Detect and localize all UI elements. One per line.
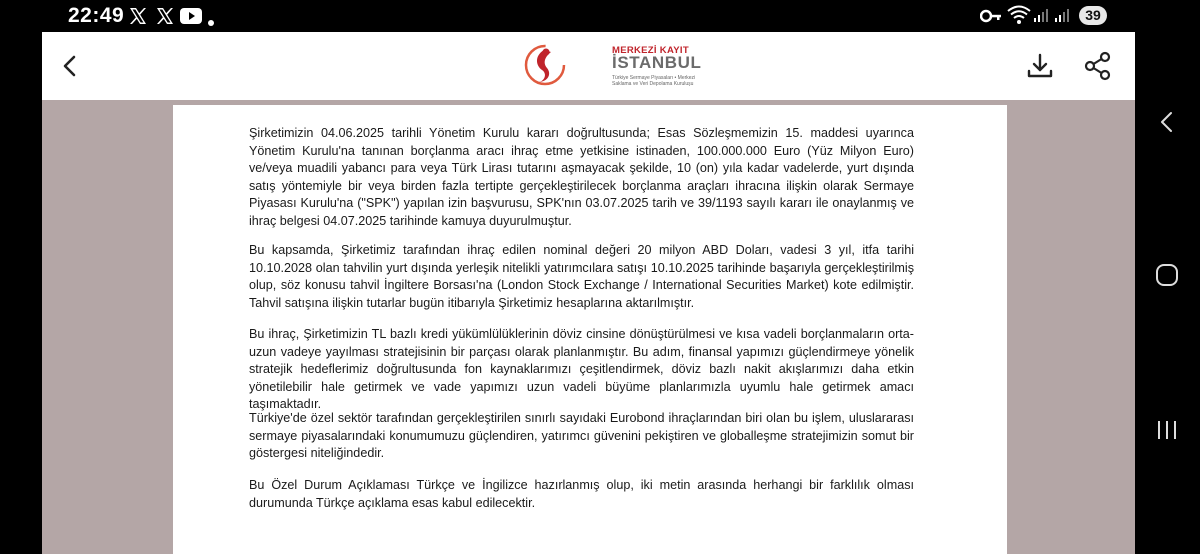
document-paragraph-1: Şirketimizin 04.06.2025 tarihli Yönetim Kurulu kararı doğrultusunda; Esas Sözleşmemizin 15. maddesi uyarınca Yönetim Kurulu'na tanınan borçlanma aracı ihraç etme yetkisine istinaden, 100.000.000 Euro (Yüz Milyon Euro) ve/veya muadili yabancı para veya Türk Lirası tutarını aşmayacak şekilde, 10 (on) yıla kadar vadelerde, yurt dışında satış yöntemiyle bir veya birden fazla tertipte gerçekleştirilecek borçlanma araçları ihracına ilişkin olarak Sermaye Piyasası Kurulu'na ("SPK") yapılan izin başvurusu, SPK'nın 03.07.2025 tarih ve 39/1193 sayılı kararı ile onaylanmış ve ihraç belgesi 04.07.2025 tarihinde kamuya duyurulmuştur. xyxy=(249,126,914,228)
merkezi-kayit-logo-icon xyxy=(522,42,568,93)
document-page xyxy=(173,105,1007,554)
nav-home-button[interactable] xyxy=(1135,245,1200,305)
navigation-bar xyxy=(1135,32,1200,554)
x-logo-icon xyxy=(128,6,148,31)
logo-line3: Türkiye Sermaye Piyasaları • Merkezi Saklama ve Veri Depolama Kuruluşu xyxy=(612,75,696,87)
youtube-icon xyxy=(180,8,202,29)
document-paragraph-5: Bu Özel Durum Açıklaması Türkçe ve İngilizce hazırlanmış olup, iki metin arasında herhangi bir farklılık olması durumunda Türkçe açıklama esas kabul edilecektir. xyxy=(249,478,914,510)
wifi-icon xyxy=(1007,5,1031,30)
recents-icon xyxy=(1155,418,1179,447)
status-bar xyxy=(0,0,1200,32)
back-button[interactable] xyxy=(54,50,86,82)
logo-line1: MERKEZİ KAYIT xyxy=(612,45,689,56)
pdf-viewer-app xyxy=(42,32,1135,554)
nav-recents-button[interactable] xyxy=(1135,400,1200,460)
download-icon xyxy=(1024,69,1056,86)
app-bar xyxy=(42,32,1135,100)
document-paragraph-3: Bu ihraç, Şirketimizin TL bazlı kredi yükümlülüklerinin döviz cinsine dönüştürülmesi ve kısa vadeli borçlanmaların orta-uzun vadeye yayılması stratejisinin bir parçası olarak planlanmıştır. Bu adım, finansal yapımızı güçlendirmeye yönelik stratejik hedeflerimiz doğrultusunda fon kaynaklarımızı çeşitlendirmek, döviz bazlı nakit akışlarımızı daha etkin yönetilebilir hale getirmek ve vade yapımızı uzun vadeli büyüme planlarımızla uyumlu hale getirmek amacı taşımaktadır. xyxy=(249,327,914,412)
download-button[interactable] xyxy=(1024,50,1056,82)
document-paragraph-2: Bu kapsamda, Şirketimiz tarafından ihraç edilen nominal değeri 20 milyon ABD Doları, vadesi 3 yıl, itfa tarihi 10.10.2028 olan tahvilin yurt dışında yerleşik nitelikli yatırımcılara satışı 10.10.2025 tarihinde başarıyla gerçekleştirilmiş olup, söz konusu tahvil İngiltere Borsası'na (London Stock Exchange / International Securities Market) kote edilmiştir. Tahvil satışına ilişkin tutarlar bugün itibarıyla Şirketimiz hesaplarına aktarılmıştır. xyxy=(249,243,914,310)
signal-icon xyxy=(1033,7,1049,28)
back-triangle-icon xyxy=(1155,110,1179,139)
share-button[interactable] xyxy=(1082,50,1114,82)
nav-back-button[interactable] xyxy=(1135,92,1200,152)
battery-icon: 39 xyxy=(1079,6,1107,25)
signal-icon xyxy=(1054,7,1070,28)
key-icon xyxy=(980,9,1002,28)
back-arrow-icon xyxy=(54,69,86,86)
document-paragraph-4: Türkiye'de özel sektör tarafından gerçekleştirilen sınırlı sayıdaki Eurobond ihraçlarından biri olan bu işlem, uluslararası sermaye piyasalarındaki konumumuzu güçlendiren, yatırımcı güvenini pekiştiren ve globalleşme stratejimizin somut bir göstergesi niteliğindedir. xyxy=(249,411,914,461)
dot-icon xyxy=(208,13,214,31)
home-circle-icon xyxy=(1155,263,1179,292)
x-logo-icon xyxy=(155,6,175,31)
status-time: 22:49 xyxy=(68,4,125,27)
share-icon xyxy=(1082,69,1114,86)
logo-line2: İSTANBUL xyxy=(612,53,702,72)
